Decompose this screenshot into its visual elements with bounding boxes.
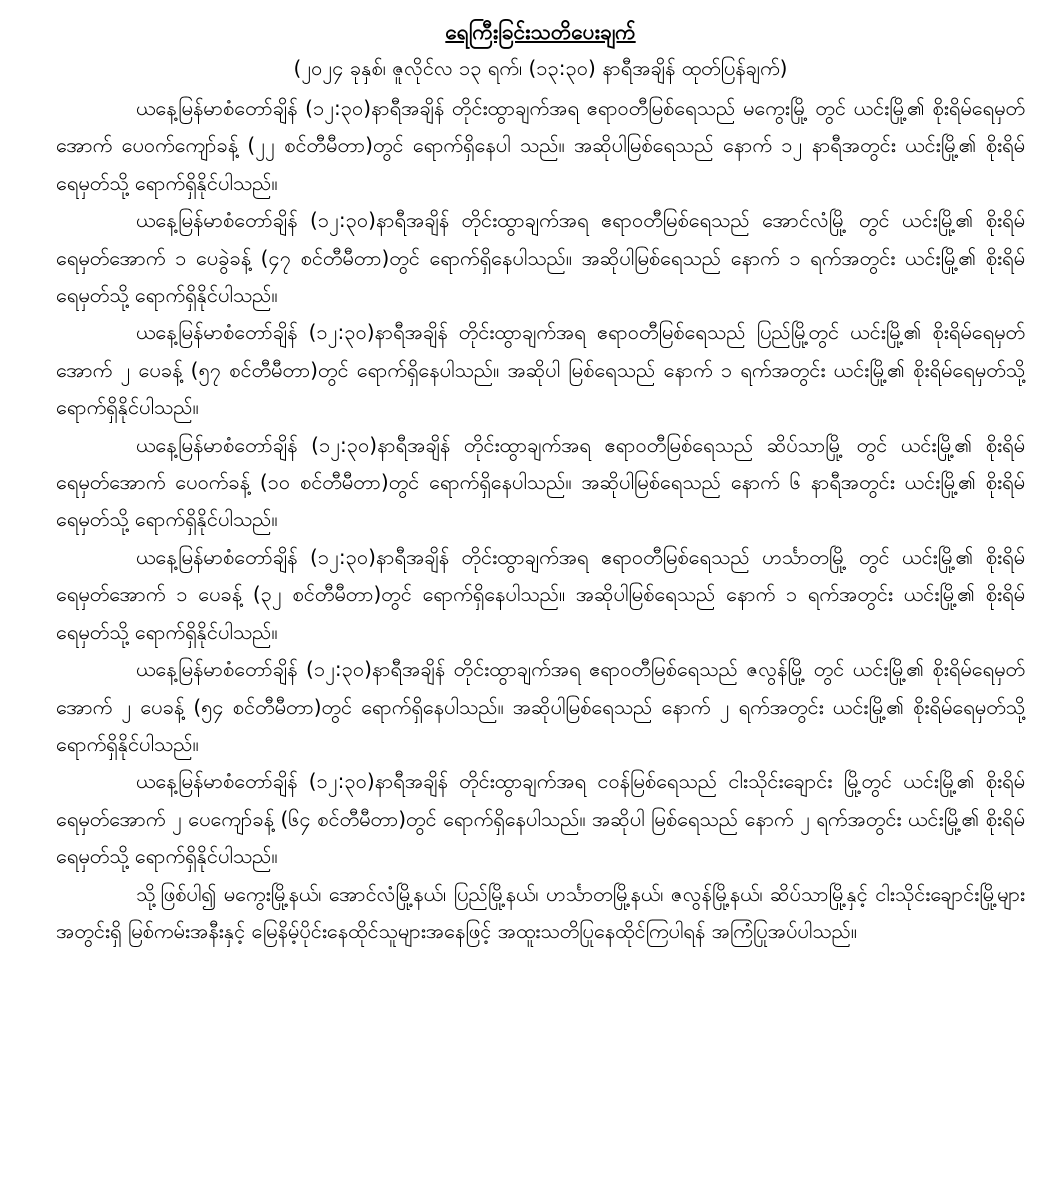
paragraph-advisory: သို့ဖြစ်ပါ၍ မကွေးမြို့နယ်၊ အောင်လံမြို့နယ်၊ ပြည်မြို့နယ်၊ ဟင်္သာတမြို့နယ်၊ ဇလွန်မြို့နယ်၊ ဆိပ်သာမြို့နှင့် ငါးသိုင်းချောင်းမြို့များအတွင်းရှိ မြစ်ကမ်းအနီးနှင့် မြေနိမ့်ပိုင်းနေထိုင်သူများအနေဖြင့် အထူးသတိပြုနေထိုင်ကြပါရန် အကြံပြုအပ်ပါသည်။ bbox=[56, 881, 1025, 943]
paragraph-pyay: ယနေ့မြန်မာစံတော်ချိန် (၁၂:၃၀)နာရီအချိန် တိုင်းထွာချက်အရ ဧရာဝတီမြစ်ရေသည် ပြည်မြို့တွင် ယင်းမြို့၏ စိုးရိမ်ရေမှတ်အောက် ၂ ပေခန့် (၅၇ စင်တီမီတာ)တွင် ရောက်ရှိနေပါသည်။ အဆိုပါ မြစ်ရေသည် နောက် ၁ ရက်အတွင်း ယင်းမြို့၏ စိုးရိမ်ရေမှတ်သို့ ရောက်ရှိနိုင်ပါသည်။ bbox=[56, 320, 1025, 420]
paragraph-seiktha: ယနေ့မြန်မာစံတော်ချိန် (၁၂:၃၀)နာရီအချိန် တိုင်းထွာချက်အရ ဧရာဝတီမြစ်ရေသည် ဆိပ်သာမြို့ တွင် ယင်းမြို့၏ စိုးရိမ်ရေမှတ်အောက် ပေဝက်ခန့် (၁၀ စင်တီမီတာ)တွင် ရောက်ရှိနေပါသည်။ အဆိုပါမြစ်ရေသည် နောက် ၆ နာရီအတွင်း ယင်းမြို့၏ စိုးရိမ်ရေမှတ်သို့ ရောက်ရှိနိုင်ပါသည်။ bbox=[56, 432, 1025, 532]
paragraph-zalun: ယနေ့မြန်မာစံတော်ချိန် (၁၂:၃၀)နာရီအချိန် တိုင်းထွာချက်အရ ဧရာဝတီမြစ်ရေသည် ဇလွန်မြို့ တွင် ယင်းမြို့၏ စိုးရိမ်ရေမှတ်အောက် ၂ ပေခန့် (၅၄ စင်တီမီတာ)တွင် ရောက်ရှိနေပါသည်။ အဆိုပါမြစ်ရေသည် နောက် ၂ ရက်အတွင်း ယင်းမြို့၏ စိုးရိမ်ရေမှတ်သို့ ရောက်ရှိနိုင်ပါသည်။ bbox=[56, 657, 1025, 756]
document-subtitle: (၂၀၂၄ ခုနှစ်၊ ဇူလိုင်လ ၁၃ ရက်၊ (၁၃:၃၀) နာရီအချိန် ထုတ်ပြန်ချက်) bbox=[293, 56, 788, 80]
paragraph-hinthada: ယနေ့မြန်မာစံတော်ချိန် (၁၂:၃၀)နာရီအချိန် တိုင်းထွာချက်အရ ဧရာဝတီမြစ်ရေသည် ဟင်္သာတမြို့ တွင် ယင်းမြို့၏ စိုးရိမ်ရေမှတ်အောက် ၁ ပေခန့် (၃၂ စင်တီမီတာ)တွင် ရောက်ရှိနေပါသည်။ အဆိုပါမြစ်ရေသည် နောက် ၁ ရက်အတွင်း ယင်းမြို့၏ စိုးရိမ်ရေမှတ်သို့ ရောက်ရှိနိုင်ပါသည်။ bbox=[56, 544, 1025, 644]
paragraph-magway: ယနေ့မြန်မာစံတော်ချိန် (၁၂:၃၀)နာရီအချိန် တိုင်းထွာချက်အရ ဧရာဝတီမြစ်ရေသည် မကွေးမြို့ တွင် ယင်းမြို့၏ စိုးရိမ်ရေမှတ်အောက် ပေဝက်ကျော်ခန့် (၂၂ စင်တီမီတာ)တွင် ရောက်ရှိနေပါ သည်။ အဆိုပါမြစ်ရေသည် နောက် ၁၂ နာရီအတွင်း ယင်းမြို့၏ စိုးရိမ်ရေမှတ်သို့ ရောက်ရှိနိုင်ပါသည်။ bbox=[56, 96, 1025, 195]
document-title: ရေကြီးခြင်းသတိပေးချက် bbox=[445, 20, 636, 44]
paragraph-ngathaingchaung: ယနေ့မြန်မာစံတော်ချိန် (၁၂:၃၀)နာရီအချိန် တိုင်းထွာချက်အရ ငဝန်မြစ်ရေသည် ငါးသိုင်းချောင်း မြို့တွင် ယင်းမြို့၏ စိုးရိမ်ရေမှတ်အောက် ၂ ပေကျော်ခန့် (၆၄ စင်တီမီတာ)တွင် ရောက်ရှိနေပါသည်။ အဆိုပါ မြစ်ရေသည် နောက် ၂ ရက်အတွင်း ယင်းမြို့၏ စိုးရိမ်ရေမှတ်သို့ ရောက်ရှိနိုင်ပါသည်။ bbox=[56, 769, 1025, 869]
paragraph-aunglan: ယနေ့မြန်မာစံတော်ချိန် (၁၂:၃၀)နာရီအချိန် တိုင်းထွာချက်အရ ဧရာဝတီမြစ်ရေသည် အောင်လံမြို့ တွင် ယင်းမြို့၏ စိုးရိမ်ရေမှတ်အောက် ၁ ပေခွဲခန့် (၄၇ စင်တီမီတာ)တွင် ရောက်ရှိနေပါသည်။ အဆိုပါမြစ်ရေသည် နောက် ၁ ရက်အတွင်း ယင်းမြို့၏ စိုးရိမ်ရေမှတ်သို့ ရောက်ရှိနိုင်ပါသည်။ bbox=[56, 208, 1025, 308]
